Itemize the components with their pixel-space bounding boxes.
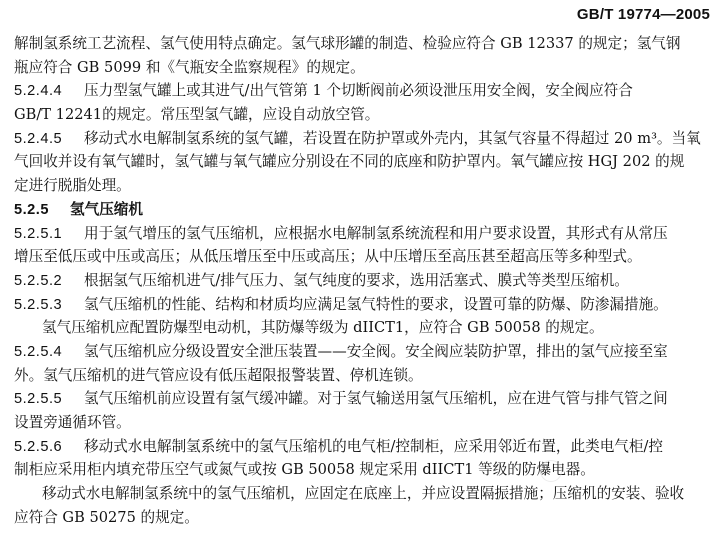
document-line [14,32,714,56]
line-text: 定进行脱脂处理。 [14,177,131,195]
standard-code: GB/T 19774—2005 [576,6,710,23]
document-line [14,222,714,246]
document-line [14,269,714,293]
document-line [14,103,714,127]
line-text: 氢气压缩机前应设置有氢气缓冲罐。对于氢气输送用氢气压缩机，应在进气管与排气管之间 [84,390,668,408]
clause-number: 5.2.5.4 [14,343,63,360]
document-line [14,364,714,388]
line-text: 制柜应采用柜内填充带压空气或氮气或按 GB 50058 规定采用 dIICT1 等级的防爆电器。 [14,461,595,479]
line-text: GB/T 12241的规定。常压型氢气罐，应设自动放空管。 [14,106,380,124]
clause-number: 5.2.5.5 [14,391,63,408]
line-text: 氢气压缩机应分级设置安全泄压装置——安全阀。安全阀应装防护罩，排出的氢气应接至室 [84,342,668,360]
document-line [14,150,714,174]
clause-number: 5.2.5.3 [14,296,63,313]
line-text: 外。氢气压缩机的进气管应设有低压超限报警装置、停机连锁。 [14,366,423,384]
document-line [14,411,714,435]
document-line [14,174,714,198]
clause-number: 5.2.5.1 [14,225,63,242]
document-line [14,56,714,80]
line-text: 增压至低压或中压或高压；从低压增压至中压或高压；从中压增压至高压甚至超高压等多种型式。 [14,248,642,266]
line-text: 解制氢系统工艺流程、氢气使用特点确定。氢气球形罐的制造、检验应符合 GB 12337 的规定；氢气钢 [14,35,681,52]
clause-number: 5.2.4.5 [14,130,63,147]
clause-number: 5.2.5 [14,201,49,218]
document-line [14,506,714,530]
line-text: 移动式水电解制氢系统中的氢气压缩机，应固定在底座上，并应设置隔振措施；压缩机的安装、验收 [42,485,685,503]
line-text: 应符合 GB 50275 的规定。 [14,508,199,526]
line-text: 氢气压缩机应配置防爆型电动机，其防爆等级为 dIICT1，应符合 GB 50058 的规定。 [42,319,604,337]
line-text: 氢气压缩机 [70,200,143,218]
clause-number: 5.2.4.4 [14,83,63,100]
watermark-stamp [540,460,562,482]
line-text: 氢气压缩机的性能、结构和材质均应满足氢气特性的要求，设置可靠的防爆、防渗漏措施。 [84,295,668,313]
line-text: 移动式水电解制氢系统中的氢气压缩机的电气柜/控制柜，应采用邻近布置，此类电气柜/控 [84,437,663,455]
line-text: 气回收并设有氧气罐时，氢气罐与氧气罐应分别设在不同的底座和防护罩内。氧气罐应按 HGJ 202 的规 [14,153,685,171]
clause-number: 5.2.5.6 [14,438,63,455]
document-line [14,316,714,340]
line-text: 压力型氢气罐上或其进气/出气管第 1 个切断阀前必须设泄压用安全阀，安全阀应符合 [84,82,633,100]
document-line [14,79,714,103]
document-line [14,340,714,364]
document-line [14,435,714,459]
document-line [14,458,714,482]
document-line [14,293,714,317]
document-body [14,32,714,529]
document-line [14,245,714,269]
clause-number: 5.2.5.2 [14,272,63,289]
document-line [14,387,714,411]
document-line [14,198,714,222]
line-text: 用于氢气增压的氢气压缩机，应根据水电解制氢系统流程和用户要求设置，其形式有从常压 [84,224,668,242]
line-text: 瓶应符合 GB 5099 和《气瓶安全监察规程》的规定。 [14,58,365,76]
document-line [14,482,714,506]
line-text: 根据氢气压缩机进气/排气压力、氢气纯度的要求，选用活塞式、膜式等类型压缩机。 [84,271,629,289]
line-text: 移动式水电解制氢系统的氢气罐，若设置在防护罩或外壳内，其氢气容量不得超过 20 m³。当氧 [84,129,701,147]
line-text: 设置旁通循环管。 [14,414,131,431]
document-line [14,127,714,151]
